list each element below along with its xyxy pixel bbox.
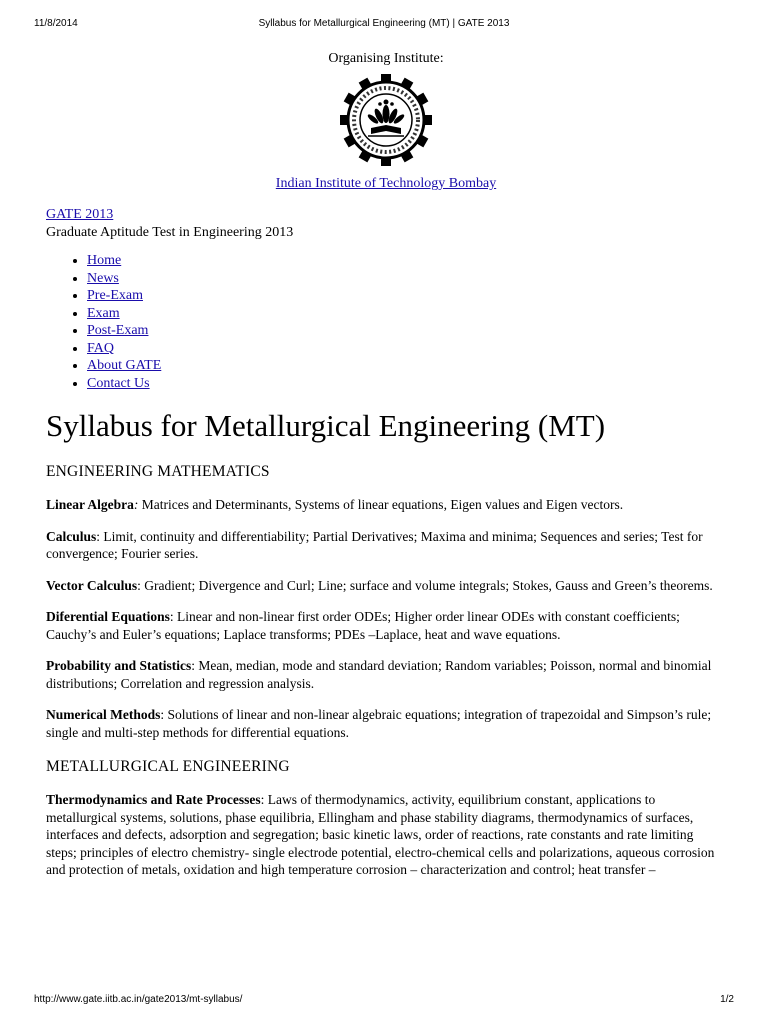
nav-item-news bbox=[87, 270, 726, 288]
nav-item-home bbox=[87, 252, 726, 270]
nav-item-faq bbox=[87, 340, 726, 358]
topic-term: Thermodynamics and Rate Processes bbox=[46, 792, 261, 807]
topic-calculus bbox=[46, 528, 726, 563]
topic-differential-equations bbox=[46, 608, 726, 643]
topic-separator: : bbox=[133, 497, 139, 512]
topic-term: Calculus bbox=[46, 528, 97, 544]
topic-text: Laws of thermodynamics, activity, equilibrium constant, applications to metallurgical systems, solutions, phase equilibria, Ellingham and phase stability diagrams, thermodynamics of surfaces, interfaces and defects, adsorption and segregation; basic kinetic laws, order of reactions, rate constants and rate limiting steps; principles of electro chemistry- single electrode potential, electro-chemical cells and polarizations, aqueous corrosion and protection of metals, oxidation and high temperature corrosion – characterization and control; heat transfer – bbox=[46, 792, 715, 877]
institute-link[interactable]: Indian Institute of Technology Bombay bbox=[275, 176, 497, 191]
nav-link-faq[interactable]: FAQ bbox=[87, 340, 114, 356]
main-nav bbox=[46, 252, 726, 392]
topic-separator: : bbox=[160, 707, 165, 722]
topic-text: Solutions of linear and non-linear algebraic equations; integration of trapezoidal and Simpson’s rule; single and multi-step methods for differential equations. bbox=[46, 707, 712, 740]
topic-separator: : bbox=[96, 528, 101, 544]
print-url: http://www.gate.iitb.ac.in/gate2013/mt-syllabus/ bbox=[34, 994, 243, 1005]
topic-term: Diferential Equations bbox=[46, 609, 170, 624]
topic-text: Limit, continuity and differentiability; Partial Derivatives; Maxima and minima; Sequences and series; Test for convergence; Fourier series. bbox=[46, 528, 703, 561]
nav-link-contact-us[interactable]: Contact Us bbox=[87, 375, 150, 391]
nav-item-contact-us bbox=[87, 375, 726, 393]
nav-item-pre-exam bbox=[87, 287, 726, 305]
nav-link-pre-exam[interactable]: Pre-Exam bbox=[87, 288, 143, 303]
nav-link-exam[interactable]: Exam bbox=[87, 305, 120, 321]
print-title: Syllabus for Metallurgical Engineering (MT) | GATE 2013 bbox=[258, 18, 510, 29]
topic-text: Linear and non-linear first order ODEs; Higher order linear ODEs with constant coefficients; Cauchy’s and Euler’s equations; Laplace transforms; PDEs –Laplace, heat and wave equations. bbox=[46, 609, 680, 642]
nav-link-news[interactable]: News bbox=[87, 270, 119, 286]
topic-text: Gradient; Divergence and Curl; Line; surface and volume integrals; Stokes, Gauss and Green’s theorems. bbox=[140, 577, 713, 593]
section-heading-engineering-mathematics: ENGINEERING MATHEMATICS bbox=[46, 463, 270, 480]
topic-probability-statistics bbox=[46, 657, 726, 692]
topic-separator: : bbox=[137, 577, 141, 593]
topic-separator: : bbox=[260, 792, 265, 807]
print-page-number: 1/2 bbox=[720, 994, 734, 1005]
topic-numerical-methods bbox=[46, 706, 726, 741]
topic-vector-calculus bbox=[46, 577, 726, 595]
topic-term: Numerical Methods bbox=[46, 707, 161, 722]
topic-separator: : bbox=[169, 609, 174, 624]
page-content bbox=[46, 50, 726, 879]
nav-link-home[interactable]: Home bbox=[87, 253, 122, 268]
site-branding bbox=[46, 206, 726, 242]
nav-link-about-gate[interactable]: About GATE bbox=[87, 358, 162, 373]
organising-label: Organising Institute: bbox=[328, 51, 444, 66]
section-heading-metallurgical-engineering: METALLURGICAL ENGINEERING bbox=[46, 758, 290, 775]
topic-term: Probability and Statistics bbox=[46, 658, 192, 673]
nav-link-post-exam[interactable]: Post-Exam bbox=[87, 323, 149, 338]
nav-item-post-exam bbox=[87, 322, 726, 340]
topic-text: Mean, median, mode and standard deviation; Random variables; Poisson, normal and binomial distributions; Correlation and regression analysis. bbox=[46, 658, 712, 691]
topic-separator: : bbox=[191, 658, 196, 673]
topic-term: Linear Algebra bbox=[46, 497, 134, 512]
iit-bombay-logo bbox=[46, 74, 726, 166]
site-subtitle: Graduate Aptitude Test in Engineering 2013 bbox=[46, 225, 294, 240]
gear-seal-icon bbox=[336, 74, 436, 166]
page-title: Syllabus for Metallurgical Engineering (MT) bbox=[46, 408, 606, 443]
nav-item-about-gate bbox=[87, 357, 726, 375]
topic-thermodynamics-rate-processes bbox=[46, 791, 726, 879]
topic-text: Matrices and Determinants, Systems of linear equations, Eigen values and Eigen vectors. bbox=[138, 497, 624, 512]
topic-linear-algebra bbox=[46, 496, 726, 514]
topic-term: Vector Calculus bbox=[46, 577, 138, 593]
print-header bbox=[0, 0, 768, 30]
print-date: 11/8/2014 bbox=[34, 18, 78, 29]
nav-item-exam bbox=[87, 305, 726, 323]
gate-home-link[interactable]: GATE 2013 bbox=[46, 207, 114, 222]
